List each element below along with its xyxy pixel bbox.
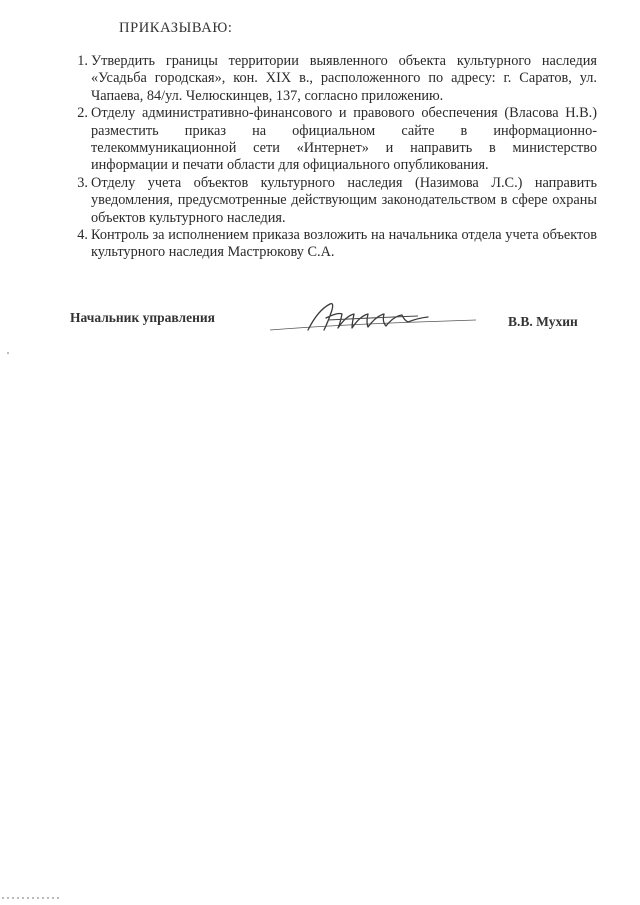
- order-item-2: [70, 105, 597, 175]
- handwritten-signature: [268, 300, 478, 336]
- order-item-3: [70, 175, 597, 227]
- order-item-number: 4.: [77, 227, 88, 244]
- orders-list: [70, 53, 597, 262]
- order-item-text: Утвердить границы территории выявленного объекта культурного наследия «Усадьба городская», кон. XIX в., расположенного по адресу: г. Саратов, ул. Чапаева, 84/ул. Челюскинцев, 137, согласно приложению.: [91, 53, 597, 104]
- signature-block: [0, 300, 640, 340]
- order-item-1: [70, 53, 597, 105]
- order-heading: ПРИКАЗЫВАЮ:: [119, 20, 233, 36]
- order-item-number: 2.: [77, 105, 88, 122]
- order-item-number: 1.: [77, 53, 88, 69]
- order-item-4: [70, 227, 597, 262]
- scan-speck: [7, 352, 9, 354]
- signatory-name: В.В. Мухин: [508, 314, 578, 329]
- order-item-number: 3.: [77, 174, 88, 191]
- order-item-text: Отделу учета объектов культурного наследия (Назимова Л.С.) направить уведомления, предусмотренные действующим законодательством в сфере охраны объектов культурного наследия.: [91, 174, 597, 226]
- scan-speck: [2, 897, 62, 899]
- order-item-text: Отделу административно-финансового и правового обеспечения (Власова Н.В.) разместить приказ на официальном сайте в информационно-телекоммуникационной сети «Интернет» и направить в министерство информации и печати области для официального опубликования.: [91, 105, 597, 174]
- order-item-text: Контроль за исполнением приказа возложить на начальника отдела учета объектов культурного наследия Мастрюкову С.А.: [91, 227, 597, 261]
- signatory-title: Начальник управления: [70, 310, 215, 325]
